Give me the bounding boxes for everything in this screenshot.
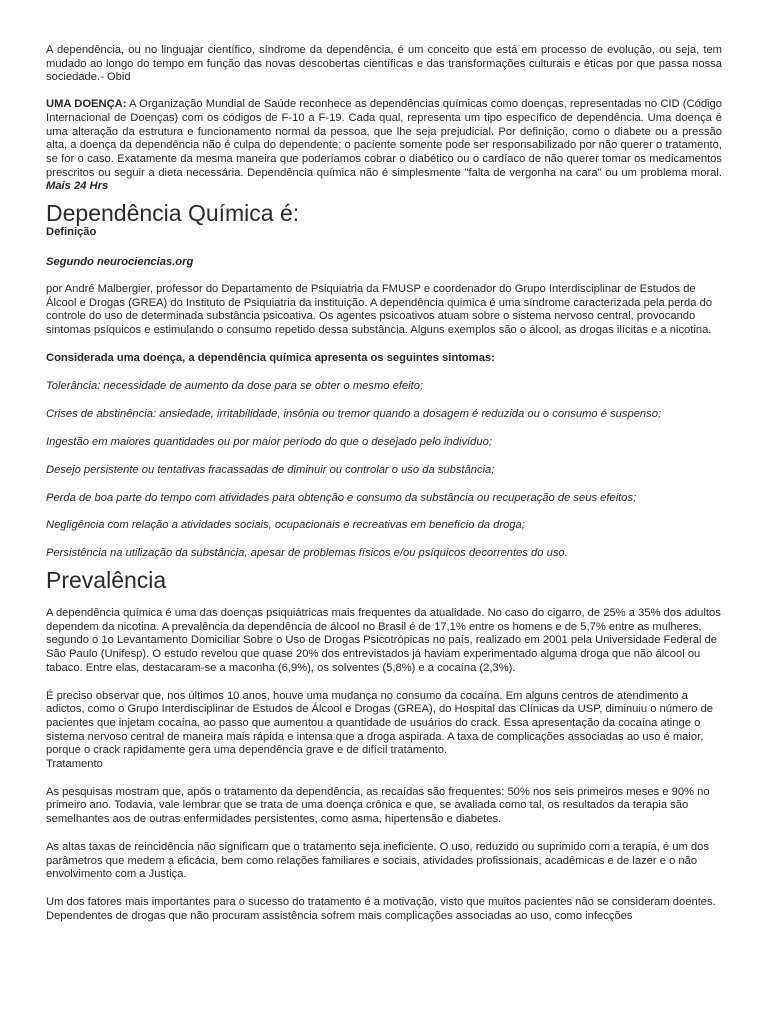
symptom-item: Ingestão em maiores quantidades ou por maior período do que o desejado pelo indivíduo; [46, 435, 492, 448]
symptom-item: Tolerância: necessidade de aumento da dose para se obter o mesmo efeito; [46, 379, 424, 392]
prevalence-paragraph-1: A dependência química é uma das doenças psiquiátricas mais frequentes da atualidade. No caso do cigarro, de 25% a 35% dos adultos dependem da nicotina. A prevalência da dependência de álcool no Brasil é de 17,1% entre os homens e de 5,7% entre as mulheres, segundo o 1o Levantamento Domiciliar Sobre o Uso de Drogas Psicotrópicas no país, realizado em 2001 pela Universidade Federal de São Paulo (Unifesp). O estudo revelou que quase 20% dos entrevistados já haviam experimentado alguma droga que não álcool ou tabaco. Entre elas, destacaram-se a maconha (6,9%), os solventes (5,8%) e a cocaína (2,3%). [46, 607, 721, 674]
definition-source: Segundo neurociencias.org [46, 255, 194, 268]
symptom-item: Persistência na utilização da substância, apesar de problemas físicos e/ou psíquicos decorrentes do uso. [46, 547, 568, 560]
doenca-source: Mais 24 Hrs [46, 180, 109, 193]
doenca-label: UMA DOENÇA: [46, 98, 127, 111]
symptoms-list [46, 380, 722, 561]
symptom-item: Desejo persistente ou tentativas fracassadas de diminuir ou controlar o uso da substância; [46, 463, 495, 476]
tratamento-paragraph-1: As pesquisas mostram que, após o tratamento da dependência, as recaídas são frequentes: 50% nos seis primeiros meses e 90% no primeiro ano. Todavia, vale lembrar que se trata de uma doença crônica e que, se avaliada como tal, os resultados da terapia são semelhantes aos de outras enfermidades persistentes, como asma, hipertensão e diabetes. [46, 785, 710, 826]
symptom-item: Crises de abstinência: ansiedade, irritabilidade, insônia ou tremor quando a dosagem é reduzida ou o consumo é suspenso; [46, 407, 662, 420]
prevalence-paragraph-2: É preciso observar que, nos últimos 10 anos, houve uma mudança no consumo da cocaína. Em alguns centros de atendimento a adictos, como o Grupo Interdisciplinar de Estudos de Álcool e Drogas (GREA), do Hospital das Clínicas da USP, diminuiu o número de pacientes que injetam cocaína, ao passo que aumentou a quantidade de usuários do crack. Essa apresentação da cocaína atinge o sistema nervoso central de maneira mais rápida e intensa que a droga aspirada. A taxa de complicações associadas ao uso é maior, porque o crack rapidamente gera uma dependência grave e de difícil tratamento. [46, 689, 714, 757]
document-page [46, 44, 722, 923]
tratamento-paragraph-2: As altas taxas de reincidência não significam que o tratamento seja ineficiente. O uso, reduzido ou suprimido com a terapia, é um dos parâmetros que medem a eficácia, bem como relações familiares e sociais, atividades profissionais, acadêmicas e de lazer e o não envolvimento com a Justiça. [46, 840, 709, 881]
tratamento-paragraph-3: Um dos fatores mais importantes para o sucesso do tratamento é a motivação, visto que muitos pacientes não se consideram doentes. Dependentes de drogas que não procuram assistência sofrem mais complicações associadas ao uso, como infecções [46, 895, 716, 922]
symptom-item: Perda de boa parte do tempo com atividades para obtenção e consumo da substância ou recuperação de seus efeitos; [46, 491, 637, 504]
doenca-paragraph [46, 98, 722, 194]
symptoms-title: Considerada uma doença, a dependência química apresenta os seguintes sintomas: [46, 351, 495, 364]
definition-paragraph: por André Malbergier, professor do Departamento de Psiquiatria da FMUSP e coordenador do Grupo Interdisciplinar de Estudos de Álcool e Drogas (GREA) do Instituto de Psiquiatria da instituição. A dependência química é uma síndrome caracterizada pela perda do controle do uso de determinada substância psicoativa. Os agentes psicoativos atuam sobre o sistema nervoso central, provocando sintomas psíquicos e estimulando o consumo repetido dessa substância. Alguns exemplos são o álcool, as drogas ilícitas e a nicotina. [46, 282, 713, 337]
doenca-text: A Organização Mundial de Saúde reconhece as dependências químicas como doenças, representadas no CID (Código Internacional de Doenças) com os códigos de F-10 a F-19. Cada qual, representa um tipo específico de dependência. Uma doença é uma alteração da estrutura e funcionamento normal da pessoa, que lhe seja prejudicial. Por definição, como o diabete ou a pressão alta, a doença da dependência não é culpa do dependente; o paciente somente pode ser responsabilizado por não querer o tratamento, se for o caso. Exatamente da mesma maneira que poderíamos cobrar o diabético ou o cardíaco de não querer tomar os medicamentos prescritos ou seguir a dieta necessária. Dependência química não é simplesmente "falta de vergonha na cara" ou um problema moral. [46, 98, 722, 179]
intro-paragraph: A dependência, ou no linguajar científico, síndrome da dependência, é um conceito que está em processo de evolução, ou seja, tem mudado ao longo do tempo em função das novas descobertas científicas e das transformações culturais e éticas por que passa nossa sociedade.- Obid [46, 44, 722, 84]
tratamento-label: Tratamento [46, 758, 103, 771]
section-heading-dependencia: Dependência Química é: [46, 200, 300, 227]
section-heading-prevalencia: Prevalência [46, 567, 167, 593]
definition-subheading: Definição [46, 226, 97, 239]
symptom-item: Negligência com relação a atividades sociais, ocupacionais e recreativas em benefício da droga; [46, 519, 525, 532]
